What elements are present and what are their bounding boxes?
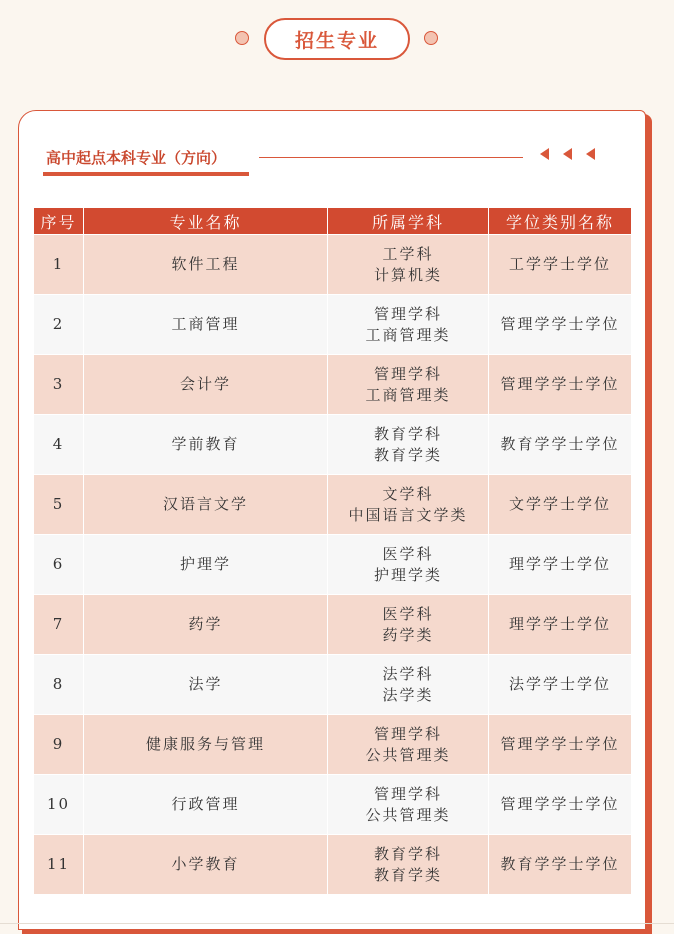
discipline-name: 法学科 xyxy=(382,664,434,683)
row-number: 7 xyxy=(34,595,84,655)
major-name: 法学 xyxy=(84,655,328,715)
discipline-cell xyxy=(328,595,489,655)
section-title: 高中起点本科专业（方向） xyxy=(46,149,227,167)
major-name: 软件工程 xyxy=(84,235,328,295)
discipline-cell xyxy=(328,355,489,415)
arrow-left-icon xyxy=(540,148,549,160)
degree-name: 管理学学士学位 xyxy=(489,775,632,835)
table-row xyxy=(34,415,632,475)
degree-name: 法学学士学位 xyxy=(489,655,632,715)
table-row xyxy=(34,355,632,415)
discipline-category: 公共管理类 xyxy=(365,805,451,824)
row-number: 2 xyxy=(34,295,84,355)
major-name: 小学教育 xyxy=(84,835,328,895)
discipline-cell xyxy=(328,415,489,475)
table-row xyxy=(34,475,632,535)
discipline-name: 教育学科 xyxy=(373,424,442,443)
degree-name: 工学学士学位 xyxy=(489,235,632,295)
discipline-cell xyxy=(328,535,489,595)
major-name: 汉语言文学 xyxy=(84,475,328,535)
major-name: 学前教育 xyxy=(84,415,328,475)
row-number: 8 xyxy=(34,655,84,715)
major-name: 行政管理 xyxy=(84,775,328,835)
discipline-category: 计算机类 xyxy=(373,265,442,284)
discipline-cell xyxy=(328,235,489,295)
discipline-category: 教育学类 xyxy=(373,865,442,884)
major-name: 工商管理 xyxy=(84,295,328,355)
arrow-left-icon xyxy=(563,148,572,160)
discipline-category: 药学类 xyxy=(382,625,434,644)
discipline-name: 管理学科 xyxy=(373,784,442,803)
majors-table xyxy=(33,207,632,895)
page-header xyxy=(0,18,674,62)
discipline-name: 管理学科 xyxy=(373,304,442,323)
table-row xyxy=(34,835,632,895)
section-title-underline xyxy=(43,172,249,176)
discipline-name: 医学科 xyxy=(382,544,434,563)
table-row xyxy=(34,235,632,295)
table-body xyxy=(34,235,632,895)
discipline-category: 工商管理类 xyxy=(365,385,451,404)
degree-name: 教育学学士学位 xyxy=(489,415,632,475)
degree-name: 教育学学士学位 xyxy=(489,835,632,895)
major-name: 会计学 xyxy=(84,355,328,415)
discipline-name: 医学科 xyxy=(382,604,434,623)
row-number: 6 xyxy=(34,535,84,595)
discipline-name: 工学科 xyxy=(382,244,434,263)
column-header-no: 序号 xyxy=(34,208,84,235)
column-header-degree: 学位类别名称 xyxy=(489,208,632,235)
row-number: 5 xyxy=(34,475,84,535)
table-row xyxy=(34,535,632,595)
page-bottom-divider xyxy=(0,923,674,924)
degree-name: 理学学士学位 xyxy=(489,535,632,595)
discipline-category: 护理学类 xyxy=(373,565,442,584)
discipline-cell xyxy=(328,475,489,535)
discipline-cell xyxy=(328,655,489,715)
row-number: 9 xyxy=(34,715,84,775)
row-number: 10 xyxy=(34,775,84,835)
row-number: 11 xyxy=(34,835,84,895)
table-row xyxy=(34,655,632,715)
degree-name: 文学学士学位 xyxy=(489,475,632,535)
table-row xyxy=(34,295,632,355)
column-header-major: 专业名称 xyxy=(84,208,328,235)
discipline-cell xyxy=(328,295,489,355)
degree-name: 理学学士学位 xyxy=(489,595,632,655)
discipline-name: 教育学科 xyxy=(373,844,442,863)
major-name: 药学 xyxy=(84,595,328,655)
row-number: 3 xyxy=(34,355,84,415)
table-header-row xyxy=(34,208,632,235)
degree-name: 管理学学士学位 xyxy=(489,715,632,775)
decor-arrows xyxy=(540,148,595,160)
discipline-name: 管理学科 xyxy=(373,364,442,383)
discipline-category: 教育学类 xyxy=(373,445,442,464)
major-name: 护理学 xyxy=(84,535,328,595)
table-row xyxy=(34,775,632,835)
row-number: 4 xyxy=(34,415,84,475)
section-divider-line xyxy=(259,157,523,158)
degree-name: 管理学学士学位 xyxy=(489,295,632,355)
major-name: 健康服务与管理 xyxy=(84,715,328,775)
discipline-cell xyxy=(328,775,489,835)
decor-dot-right xyxy=(424,31,438,45)
table-row xyxy=(34,715,632,775)
column-header-discipline: 所属学科 xyxy=(328,208,489,235)
degree-name: 管理学学士学位 xyxy=(489,355,632,415)
page-title: 招生专业 xyxy=(264,18,410,60)
discipline-name: 文学科 xyxy=(382,484,434,503)
arrow-left-icon xyxy=(586,148,595,160)
discipline-name: 管理学科 xyxy=(373,724,442,743)
decor-dot-left xyxy=(235,31,249,45)
discipline-cell xyxy=(328,835,489,895)
discipline-cell xyxy=(328,715,489,775)
row-number: 1 xyxy=(34,235,84,295)
discipline-category: 工商管理类 xyxy=(365,325,451,344)
discipline-category: 法学类 xyxy=(382,685,434,704)
discipline-category: 中国语言文学类 xyxy=(348,505,468,524)
table-row xyxy=(34,595,632,655)
discipline-category: 公共管理类 xyxy=(365,745,451,764)
